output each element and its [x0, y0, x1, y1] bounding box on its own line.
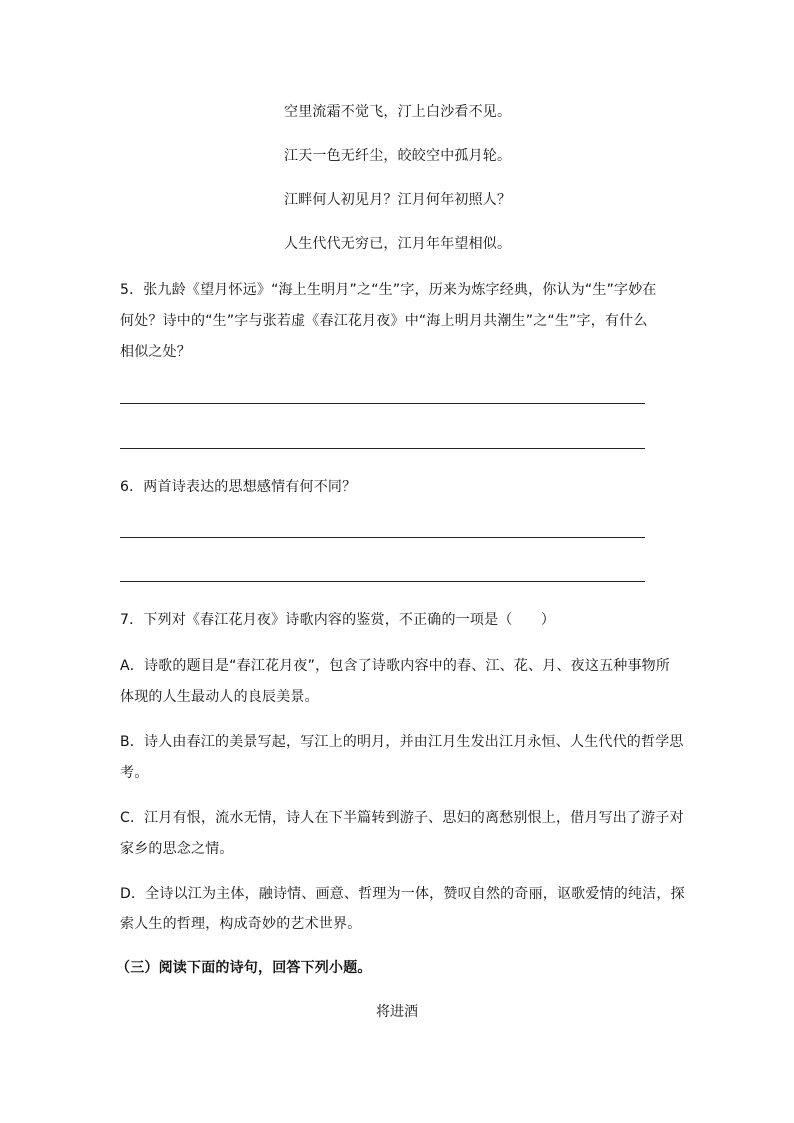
option-c-line-2: 家乡的思念之情。 [120, 841, 234, 857]
answer-line-q5-1 [120, 403, 645, 404]
answer-line-q6-2 [120, 581, 645, 582]
poem-line-2: 江天一色无纤尘，皎皎空中孤月轮。 [284, 148, 512, 164]
poem-line-3: 江畔何人初见月？江月何年初照人？ [284, 192, 512, 208]
question-5-line-1: 5．张九龄《望月怀远》“海上生明月”之“生”字，历来为炼字经典，你认为“生”字妙在 [120, 282, 657, 298]
option-c-line-1: C．江月有恨，流水无情，诗人在下半篇转到游子、思妇的离愁别恨上，借月写出了游子对 [120, 810, 684, 826]
question-5-line-3: 相似之处？ [120, 344, 191, 360]
section-3-heading: （三）阅读下面的诗句，回答下列小题。 [116, 960, 372, 976]
option-a-line-1: A．诗歌的题目是“春江花月夜”，包含了诗歌内容中的春、江、花、月、夜这五种事物所 [120, 658, 671, 674]
answer-line-q6-1 [120, 537, 645, 538]
question-6: 6．两首诗表达的思想感情有何不同？ [120, 479, 357, 495]
question-5-line-2: 何处？诗中的“生”字与张若虚《春江花月夜》中“海上明月共潮生”之“生”字，有什么 [120, 313, 648, 329]
option-b-line-1: B．诗人由春江的美景写起，写江上的明月，并由江月生发出江月永恒、人生代代的哲学思 [120, 734, 684, 750]
answer-line-q5-2 [120, 448, 645, 449]
option-d-line-1: D．全诗以江为主体，融诗情、画意、哲理为一体，赞叹自然的奇丽，讴歌爱情的纯洁，探 [120, 886, 685, 902]
option-a-line-2: 体现的人生最动人的良辰美景。 [120, 689, 319, 705]
poem-line-4: 人生代代无穷已，江月年年望相似。 [284, 236, 512, 252]
poem-title: 将进酒 [376, 1004, 418, 1020]
option-d-line-2: 索人生的哲理，构成奇妙的艺术世界。 [120, 916, 362, 932]
poem-line-1: 空里流霜不觉飞，汀上白沙看不见。 [284, 104, 512, 120]
option-b-line-2: 考。 [120, 765, 149, 781]
question-7-stem: 7．下列对《春江花月夜》诗歌内容的鉴赏，不正确的一项是（ ） [120, 612, 556, 628]
